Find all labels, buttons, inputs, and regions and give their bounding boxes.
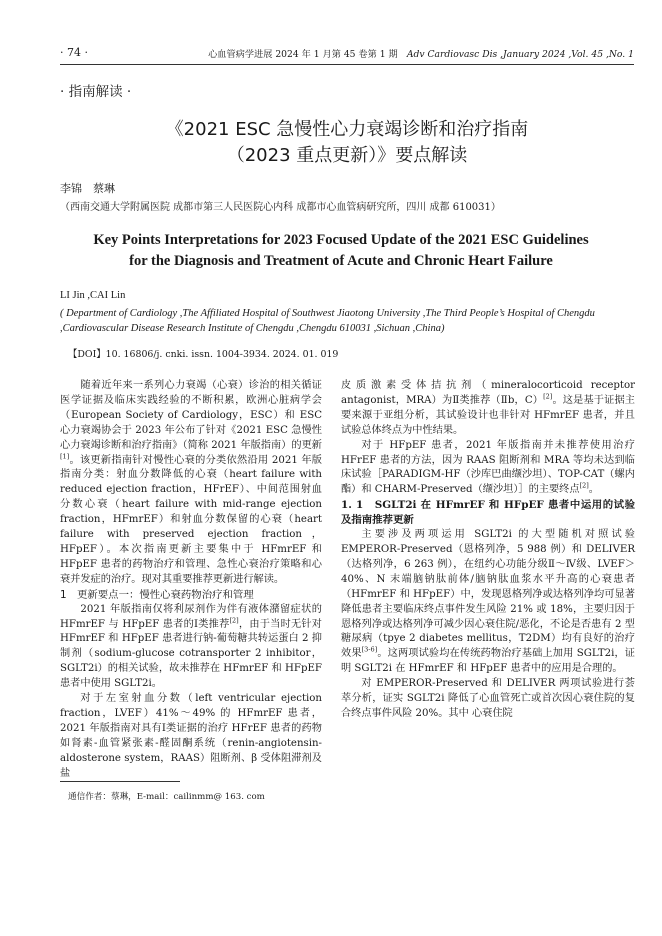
header-rule [60,64,634,65]
citation[interactable]: [2] [579,481,589,490]
journal-en: Adv Cardiovasc Dis ,January 2024 ,Vol. 45 ,No. 1 [406,49,634,60]
title-cn [60,117,634,169]
authors-en: LI Jin ,CAI Lin [60,290,126,301]
citation[interactable]: [3-6] [361,645,378,654]
journal-cn: 心血管病学进展 2024 年 1 月第 45 卷第 1 期 [208,49,398,60]
paragraph: 对于左室射血分数（left ventricular ejection fraction，LVEF）41%～49% 的 HFmrEF 患者，2021 年版指南对具有Ⅰ类证据的治疗 HFrEF 患者的药物如肾素-血管紧张素-醛固酮系统（renin-angiotensin-aldosterone system，RAAS）阻断剂、β 受体阻滞剂及盐 [60,693,322,779]
title-cn-line1: 《2021 ESC 急慢性心力衰竭诊断和治疗指南 [165,119,529,140]
authors-cn: 李锦 蔡琳 [60,182,115,195]
affiliation-en: ( Department of Cardiology ,The Affiliated Hospital of Southwest Jiaotong University ,The Third People’s Hospital of Chengdu ,Cardiovascular Disease Research Institute of Chengdu ,Chengdu 610031 ,Sichuan ,China) [60,308,595,334]
section-heading-1: 1 更新要点一：慢性心衰药物治疗和管理 [60,588,254,601]
citation[interactable]: [2] [229,616,239,625]
paragraph: 对 EMPEROR-Preserved 和 DELIVER 两项试验进行荟萃分析，证实 SGLT2i 降低了心血管死亡或首次因心衰住院的复合终点事件风险 20%。其中 心衰住院 [341,678,635,719]
doi: 【DOI】10. 16806/j. cnki. issn. 1004-3934. 2024. 01. 019 [68,349,339,360]
body-column-right [341,379,635,722]
section-tag: · 指南解读 · [60,84,132,100]
footnote-rule [60,781,180,782]
paragraph: 2021 年版指南仅将利尿剂作为伴有液体潴留症状的 HFmrEF 与 HFpEF 患者的Ⅰ类推荐[2]，由于当时无针对 HFmrEF 和 HFpEF 患者进行钠-葡萄糖共转运蛋白 2 抑制剂（sodium-glucose cotransporter 2 inhibitor，SGLT2i）的相关试验，故未推荐在 HFmrEF 和 HFpEF 患者中使用 SGLT2i。 [60,603,322,690]
paragraph-intro: 随着近年来一系列心力衰竭（心衰）诊治的相关循证医学证据及临床实践经验的不断积累，欧洲心脏病学会（European Society of Cardiology，ESC）和 ESC 心力衰竭协会于 2023 年公布了针对《2021 ESC 急慢性心力衰竭诊断和治疗指南》（简称 2021 年版指南）的更新[1]。该更新指南针对慢性心衰的分类依然沿用 2021 年版指南分类：射血分数降低的心衰（heart failure with reduced ejection fraction，HFrEF）、中间范围射血分数心衰（heart failure with mid-range ejection fraction，HFmrEF）和射血分数保留的心衰（heart failure with preserved ejection fraction，HFpEF）。本次指南更新主要集中于 HFmrEF 和 HFpEF 患者的药物治疗和管理、急性心衰治疗策略和心衰并发症的治疗。现对其重要推荐更新进行解读。 [60,380,322,585]
page-number: · 74 · [60,46,88,59]
paragraph: 主要涉及两项运用 SGLT2i 的大型随机对照试验 EMPEROR-Preserved（恩格列净，5 988 例）和 DELIVER（达格列净，6 263 例），在纽约心功能分级Ⅱ～Ⅳ级、LVEF＞40%、N 末端脑钠肽前体/脑钠肽血浆水平升高的心衰患者（HFmrEF 和 HFpEF）中，发现恩格列净或达格列净均可显著降低患者主要临床终点事件发生风险 21% 或 18%，主要归因于恩格列净或达格列净可减少因心衰住院/恶化，不论是否患有 2 型糖尿病（tpye 2 diabetes mellitus，T2DM）均有良好的治疗效果[3-6]。这两项试验均在传统药物治疗基础上加用 SGLT2i，证明 SGLT2i 在 HFmrEF 和 HFpEF 患者中的应用是合理的。 [341,529,635,675]
title-cn-line2: （2023 重点更新）》要点解读 [226,145,468,166]
section-heading-1-1: 1. 1 SGLT2i 在 HFmrEF 和 HFpEF 患者中运用的试验及指南推荐更新 [341,499,635,527]
citation[interactable]: [1] [60,452,70,461]
citation[interactable]: [2] [543,392,553,401]
title-en-line1: Key Points Interpretations for 2023 Focused Update of the 2021 ESC Guidelines [93,232,589,248]
title-en-line2: for the Diagnosis and Treatment of Acute and Chronic Heart Failure [129,253,553,269]
affiliation-cn: （西南交通大学附属医院 成都市第三人民医院心内科 成都市心血管病研究所，四川 成都 610031） [60,202,501,213]
footnote-corresponding-author: 通信作者：蔡琳，E-mail：cailinmm@ 163. com [68,792,265,802]
body-column-left [60,379,322,781]
paragraph: 对于 HFpEF 患者，2021 年版指南并未推荐使用治疗 HFrEF 患者的方法，因为 RAAS 阻断剂和 MRA 等均未达到临床试验［PARADIGM-HF（沙库巴曲缬沙坦）、TOP-CAT（螺内酯）和 CHARM-Preserved（缬沙坦）］的主要终点[2]。 [341,439,635,496]
title-en [40,230,642,272]
running-header [208,46,634,60]
paragraph: 皮质激素受体拮抗剂（mineralocorticoid receptor antagonist，MRA）为Ⅱ类推荐（Ⅱb，C）[2]。这是基于证据主要来源于亚组分析，其试验设计也非针对 HFmrEF 患者，并且试验总体终点为中性结果。 [341,380,635,436]
